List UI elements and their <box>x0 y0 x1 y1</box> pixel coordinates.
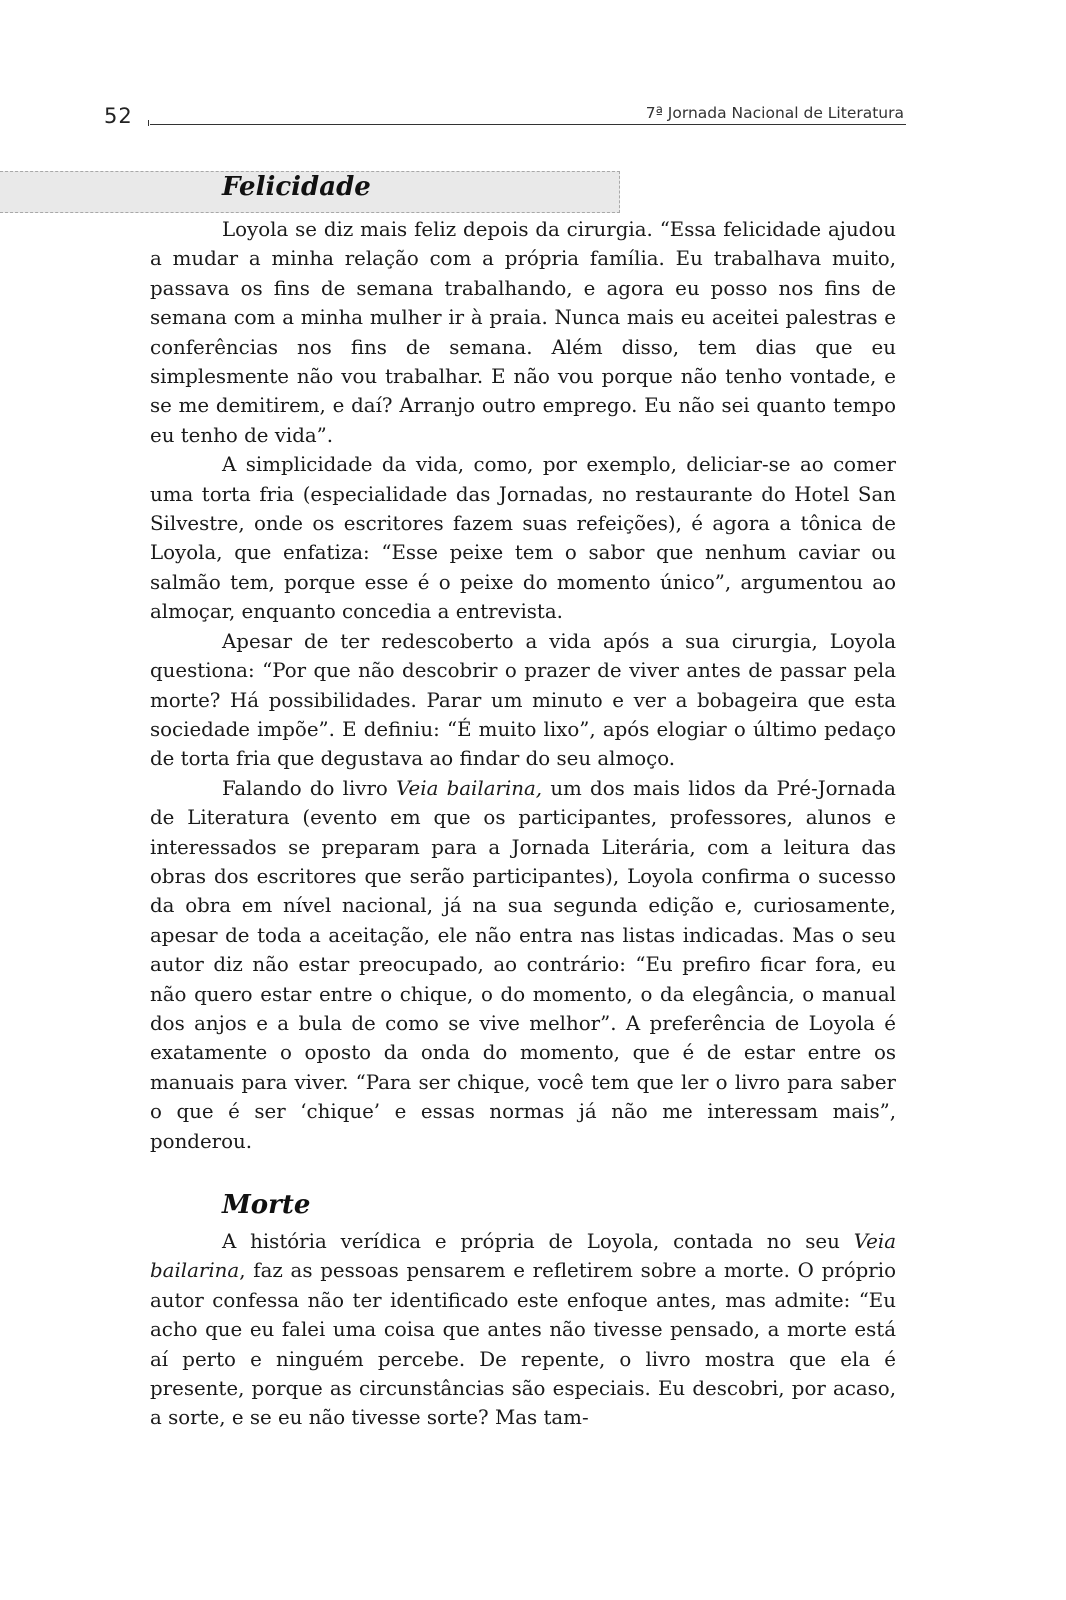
paragraph <box>150 215 896 450</box>
paragraph-text: A história verídica e própria de Loyola, contada no seu <box>222 1230 854 1253</box>
paragraph-text: Falando do livro <box>222 776 397 800</box>
paragraph <box>150 1227 896 1433</box>
section-body-morte <box>150 1227 896 1433</box>
paragraph-text: , faz as pessoas pensarem e refletirem sobre a morte. O próprio autor confessa não ter identificado este enfoque antes, mas admite: “Eu acho que eu falei uma coisa que antes não tivesse pensado, a morte está aí perto e ninguém percebe. De repente, o livro mostra que ela é presente, porque as circunstâncias são especiais. Eu descobri, por acaso, a sorte, e se eu não tivesse sorte? Mas tam- <box>150 1259 896 1430</box>
paragraph-text: Apesar de ter redescoberto a vida após a sua cirurgia, Loyola questiona: “Por que não descobrir o prazer de viver antes de passar pela morte? Há possibilidades. Parar um minuto e ver a bobageira que esta sociedade impõe”. E definiu: “É muito lixo”, após elogiar o último pedaço de torta fria que degustava ao findar do seu almoço. <box>150 629 896 771</box>
paragraph <box>150 450 896 626</box>
paragraph <box>150 627 896 774</box>
book-title-italic: Veia bailarina, <box>396 776 543 800</box>
paragraph-text: Loyola se diz mais feliz depois da cirurgia. “Essa felicidade ajudou a mudar a minha relação com a própria família. Eu trabalhava muito, passava os fins de semana trabalhando, e agora eu posso nos fins de semana com a minha mulher ir à praia. Nunca mais eu aceitei palestras e conferências nos fins de semana. Além disso, tem dias que eu simplesmente não vou trabalhar. E não vou porque não tenho vontade, e se me demitirem, e daí? Arranjo outro emprego. Eu não sei quanto tempo eu tenho de vida”. <box>150 218 896 447</box>
paragraph-text: um dos mais lidos da Pré-Jornada de Literatura (evento em que os participantes, professores, alunos e interessados se preparam para a Jornada Literária, com a leitura das obras dos escritores que serão participantes), Loyola confirma o sucesso da obra em nível nacional, já na sua segunda edição e, curiosamente, apesar de toda a aceitação, ele não entra nas listas indicadas. Mas o seu autor diz não estar preocupado, ao contrário: “Eu prefiro ficar fora, eu não quero estar entre o chique, o do momento, o da elegância, o manual dos anjos e a bula de como se vive melhor”. A preferência de Loyola é exatamente o oposto da onda do momento, que é de estar entre os manuais para viver. “Para ser chique, você tem que ler o livro para saber o que é ser ‘chique’ e essas normas já não me interessam mais”, ponderou. <box>150 776 896 1153</box>
page-number: 52 <box>104 104 133 128</box>
section-body-felicidade <box>150 215 896 1156</box>
running-header-title: 7ª Jornada Nacional de Literatura <box>645 104 904 122</box>
book-title-italic: Veia bailarina <box>150 1230 896 1283</box>
paragraph-text: A simplicidade da vida, como, por exemplo, deliciar-se ao comer uma torta fria (especialidade das Jornadas, no restaurante do Hotel San Silvestre, onde os escritores fazem suas refeições), é agora a tônica de Loyola, que enfatiza: “Esse peixe tem o sabor que nenhum caviar ou salmão tem, porque esse é o peixe do momento único”, argumentou ao almoçar, enquanto concedia a entrevista. <box>150 453 896 624</box>
section-heading-felicidade: Felicidade <box>222 172 371 202</box>
running-header <box>104 100 906 130</box>
section-heading-morte: Morte <box>222 1190 311 1220</box>
paragraph <box>150 774 896 1156</box>
header-rule-tick <box>148 120 149 126</box>
header-rule <box>150 124 906 125</box>
